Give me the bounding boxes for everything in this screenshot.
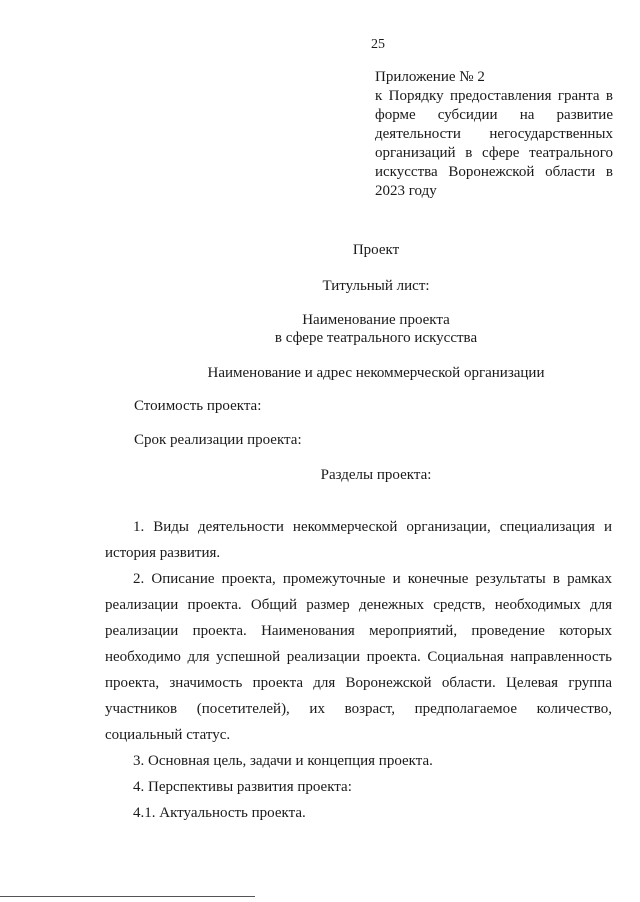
term-field-label: Срок реализации проекта: [134, 432, 302, 448]
appendix-line: форме субсидии на развитие [375, 107, 613, 123]
section-2-line: участников (посетителей), их возраст, предполагаемое количество, [105, 701, 612, 717]
org-name-label: Наименование и адрес некоммерческой организации [207, 365, 545, 381]
section-2-line: реализации проекта. Общий размер денежных средств, необходимых для [105, 597, 612, 613]
appendix-line: искусства Воронежской области в [375, 164, 613, 180]
appendix-header [375, 68, 613, 201]
appendix-line: 2023 году [375, 183, 437, 199]
section-2-line: реализации проекта. Наименования мероприятий, проведение которых [105, 623, 612, 639]
section-3-line: 3. Основная цель, задачи и концепция проекта. [133, 753, 433, 769]
section-1-line: история развития. [105, 545, 221, 561]
section-1-line: 1. Виды деятельности некоммерческой организации, специализация и [133, 519, 612, 535]
sections-heading: Разделы проекта: [320, 467, 432, 483]
footer-rule [0, 896, 255, 897]
project-name-label: Наименование проекта [302, 312, 450, 328]
section-2-line: проекта, значимость проекта для Воронежской области. Целевая группа [105, 675, 612, 691]
appendix-line: организаций в сфере театрального [375, 145, 613, 161]
page-number: 25 [371, 37, 385, 52]
project-name-sublabel: в сфере театрального искусства [274, 330, 478, 346]
appendix-line: к Порядку предоставления гранта в [375, 88, 613, 104]
section-2-line: социальный статус. [105, 727, 231, 743]
cost-field-label: Стоимость проекта: [134, 398, 262, 414]
project-heading: Проект [352, 242, 400, 258]
section-4-1-line: 4.1. Актуальность проекта. [133, 805, 306, 821]
appendix-line: деятельности негосударственных [375, 126, 613, 142]
title-sheet-heading: Титульный лист: [322, 278, 430, 294]
section-4-line: 4. Перспективы развития проекта: [133, 779, 352, 795]
section-2-line: 2. Описание проекта, промежуточные и конечные результаты в рамках [133, 571, 612, 587]
appendix-title: Приложение № 2 [375, 69, 485, 85]
section-2-line: необходимо для успешной реализации проекта. Социальная направленность [105, 649, 612, 665]
sections-list [105, 514, 612, 826]
